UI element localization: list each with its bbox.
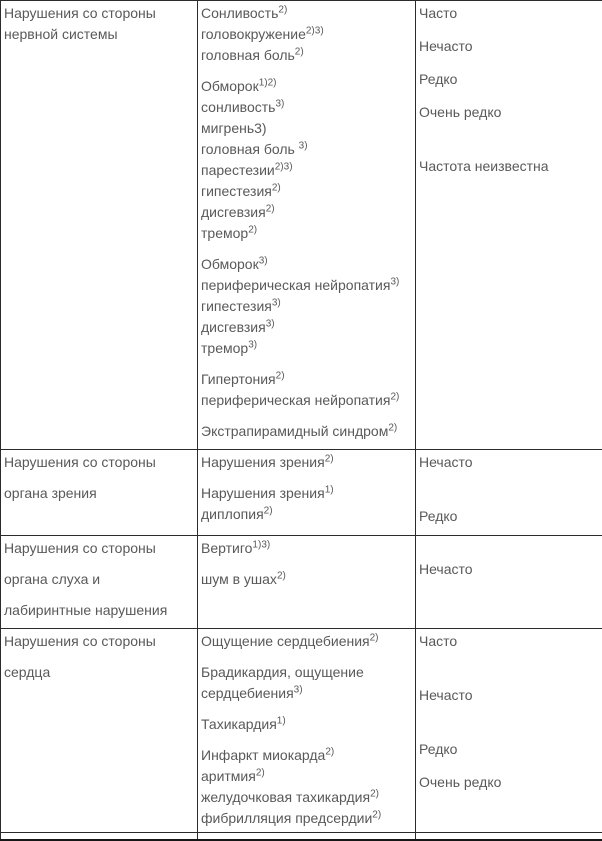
reaction-item: Брадикардия, ощущение сердцебиения$^{3)}$ [201,664,364,701]
frequency-cell [416,450,602,536]
reaction-item: Обморок$^{3)}$ периферическая нейропатия$^{3)}$ гипестезия$^{3)}$ дисгевзия$^{3)}$ тремор$^{3)}$ [201,255,400,356]
footnote-marker: 2) [372,809,382,821]
organ-system-label: лабиринтные нарушения [4,602,168,618]
footnote-marker: 2) [390,391,400,403]
frequency-label: Очень редко [419,774,502,790]
reaction-item: Экстрапирамидный синдром$^{2)}$ [201,422,398,439]
organ-system-label: Нарушения со стороны нервной системы [4,5,156,42]
reaction-item: Инфаркт миокарда$^{2)}$ аритмия$^{2)}$ желудочковая тахикардия$^{2)}$ фибрилляция предсердии$^{2)}$ [201,746,382,826]
table-row [1,450,602,536]
footnote-marker: 2) [388,422,398,434]
footnote-marker: 1)2) [258,77,277,89]
footnote-marker: 3) [275,98,285,110]
organ-system-label: органа зрения [4,485,97,501]
reaction-item: Нарушения зрения$^{1)}$ диплопия$^{2)}$ [201,484,334,522]
footnote-marker: 2) [276,570,286,582]
organ-system-cell [1,536,198,629]
footnote-marker: 2) [271,182,281,194]
table-body [1,1,602,841]
footnote-marker: 2) [263,505,273,517]
organ-system-label: Нарушения со стороны [4,633,156,649]
footnote-marker: 2) [248,224,258,236]
footnote-marker: 3) [293,684,303,696]
frequency-label: Редко [419,741,458,757]
organ-system-label: сердца [4,664,51,680]
frequency-cell [416,536,602,629]
footnote-marker: 1)3) [252,539,271,551]
footnote-marker: 2) [370,788,379,800]
frequency-label: Очень редко [419,104,502,120]
reaction-item: Сонливость$^{2)}$ головокружение$^{2)3)}$ головная боль$^{2)}$ [201,4,324,63]
footnote-marker: 2) [255,767,265,779]
reactions-cell [198,450,416,536]
footnote-marker: 2)3) [305,25,324,37]
table-row [1,1,602,450]
footnote-marker: 3) [258,255,268,267]
reaction-item: Обморок$^{1)2)}$ сонливость$^{3)}$ мигрень3) головная боль $^{3)}$ парестезии$^{2)3)}$ гипестезия$^{2)}$ дисгевзия$^{2)}$ тремор$^{2)}$ [201,77,308,241]
frequency-label: Часто [419,633,458,649]
footnote-marker: 3) [390,276,400,288]
frequency-label: Частота неизвестна [419,158,549,174]
frequency-label: Нечасто [419,561,473,577]
footnote-marker: 3) [248,339,258,351]
footnote-marker: 1) [276,715,286,727]
frequency-label: Нечасто [419,454,473,470]
frequency-cell [416,629,602,833]
reaction-item: Ощущение сердцебиения$^{2)}$ [201,632,379,649]
footnote-marker: 3) [271,297,281,309]
reaction-item: Тахикардия$^{1)}$ [201,715,286,732]
reactions-cell [198,629,416,833]
frequency-label: Нечасто [419,38,473,54]
footnote-marker: 2) [265,203,275,215]
reactions-cell [198,1,416,450]
footnote-marker: 2) [278,4,288,16]
organ-system-cell [1,629,198,833]
organ-system-label: Нарушения со стороны [4,454,156,470]
reaction-item: Гипертония$^{2)}$ периферическая нейропатия$^{2)}$ [201,370,400,408]
footnote-marker: 2)3) [274,161,293,173]
footnote-marker: 2) [369,632,379,644]
footnote-marker: 2) [324,453,334,465]
footnote-marker: 3) [265,318,275,330]
reaction-item: шум в ушах$^{2)}$ [201,570,286,587]
footnote-marker: 1) [324,484,334,496]
frequency-label: Нечасто [419,687,473,703]
reaction-item: Нарушения зрения$^{2)}$ [201,453,334,470]
footnote-marker: 2) [294,46,304,58]
frequency-label: Редко [419,508,458,524]
frequency-label: Часто [419,5,458,21]
frequency-cell [416,1,602,450]
organ-system-label: Нарушения со стороны [4,540,156,556]
footnote-marker: 2) [275,370,285,382]
table-row [1,629,602,833]
organ-system-cell [1,450,198,536]
reaction-item: Вертиго$^{1)3)}$ [201,539,271,556]
footnote-marker: 2) [325,746,335,758]
table-row [1,536,602,629]
frequency-label: Редко [419,71,458,87]
organ-system-cell [1,1,198,450]
footnote-marker: 3) [298,140,308,152]
reactions-cell [198,536,416,629]
organ-system-label: органа слуха и [4,571,101,587]
